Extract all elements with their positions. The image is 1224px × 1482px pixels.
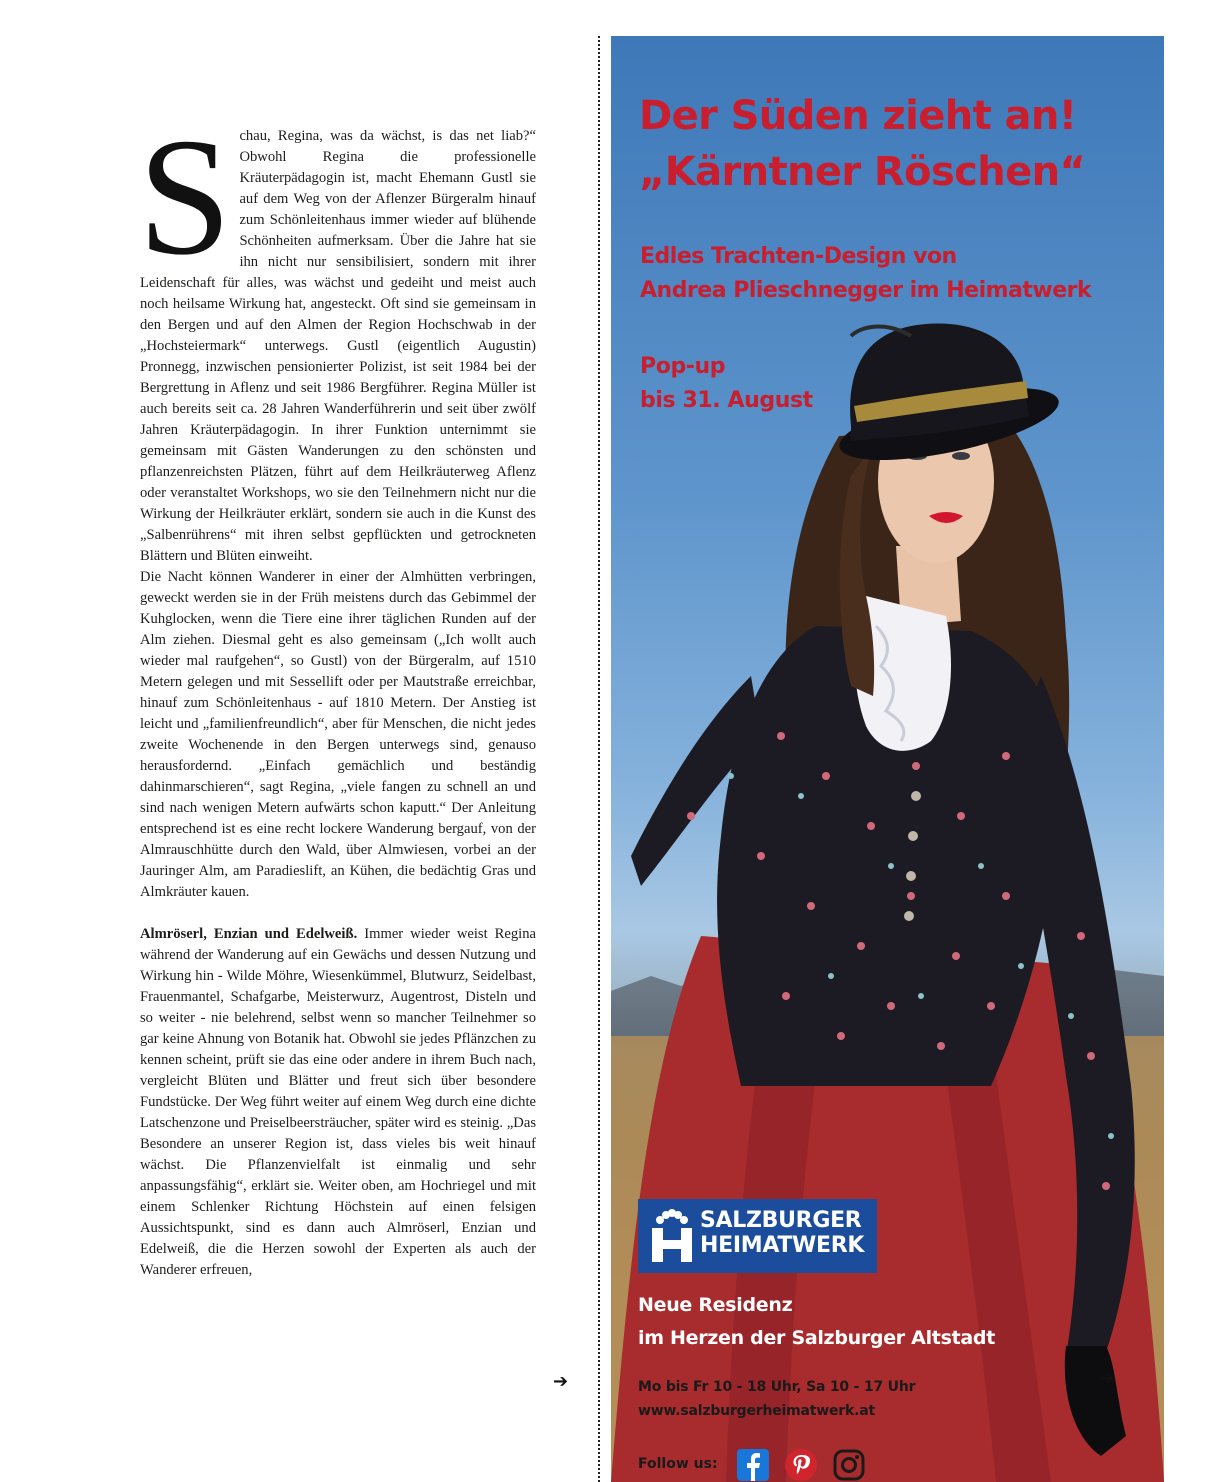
- pinterest-icon[interactable]: [785, 1449, 817, 1481]
- facebook-icon[interactable]: [737, 1449, 769, 1481]
- website-link[interactable]: www.salzburgerheimatwerk.at: [638, 1403, 875, 1419]
- article-paragraph-3: [140, 924, 536, 1281]
- instagram-icon[interactable]: [833, 1449, 865, 1481]
- heimatwerk-logo: [638, 1199, 877, 1273]
- ad-subheadline-line-2: Andrea Plieschnegger im Heimatwerk: [640, 278, 1092, 303]
- ad-subheadline: [640, 240, 1091, 308]
- heimatwerk-emblem-icon: [648, 1208, 696, 1264]
- section-body: Immer wieder weist Regina während der Wanderung auf ein Gewächs und dessen Nutzung und Wirkung hin - Wilde Möhre, Wiesenkümmel, Blutwurz, Seidelbast, Frauenmantel, Schafgarbe, Meisterwurz, Augentrost, Disteln und so weiter - nie belehrend, selbst wenn so mancher Teilnehmer so gar keine Ahnung von Botanik hat. Obwohl sie jedes Pflänzchen zu kennen scheint, prüft sie das eine oder andere in ihrem Buch nach, vergleicht Blüten und Blätter und freut sich über besondere Fundstücke. Der Weg führt weiter auf einem Weg durch eine dichte Latschenzone und Preiselbeersträucher, später wird es steinig. „Das Besondere an unserer Region ist, dass vieles bis weit hinauf wächst. Die Pflanzenvielfalt ist einmalig und sehr anpassungsfähig“, erklärt sie. Weiter oben, am Hochriegel und mit einem Schlenker Richtung Höchstein auf einen felsigen Aussichtspunkt, sind es dann auch Almröserl, Enzian und Edelweiß, die die Herzen sowohl der Experten als auch der Wanderer erfreuen,: [140, 926, 537, 1278]
- continue-arrow-icon: ➔: [553, 1371, 569, 1392]
- paragraph-spacer: [140, 903, 536, 924]
- article-paragraph-2: Die Nacht können Wanderer in einer der Almhütten verbringen, geweckt werden sie in der Früh meistens durch das Gebimmel der Kuhglocken, wenn die Tiere eine ihrer täglichen Runden auf der Alm ziehen. Diesmal geht es also gemeinsam („Ich wollt auch wieder mal raufgehen“, so Gustl) von der Bürgeralm, auf 1510 Metern gelegen und mit Sessellift oder per Mautstraße erreichbar, hinauf zum Schönleitenhaus - auf 1810 Metern. Der Anstieg ist leicht und „familienfreundlich“, aber für Menschen, die nicht jedes zweite Wochenende in den Bergen unterwegs sind, genauso herausfordernd. „Einfach gemächlich und beständig dahinmarschieren“, sagt Regina, „viele fangen zu schnell an und sind nach wenigen Metern aufwärts schon kaputt.“ Der Anleitung entsprechend ist es eine recht lockere Wanderung bergauf, von der Almrauschhütte durch den Wald, über Almwiesen, vorbei an der Jauringer Alm, am Paradieslift, an Kühen, die bedächtig Gras und Almkräuter kauen.: [140, 569, 536, 900]
- logo-line-2: HEIMATWERK: [700, 1233, 865, 1258]
- logo-wordmark: [700, 1208, 864, 1258]
- column-separator: [598, 36, 600, 1482]
- residenz-text: [638, 1289, 995, 1355]
- ad-headline: [639, 88, 1085, 200]
- residenz-line-2: im Herzen der Salzburger Altstadt: [638, 1327, 995, 1349]
- ad-subheadline-line-1: Edles Trachten-Design von: [640, 244, 957, 269]
- follow-us-label: Follow us:: [638, 1456, 718, 1472]
- section-title: Almröserl, Enzian und Edelweiß.: [140, 926, 358, 942]
- opening-info: [638, 1375, 915, 1423]
- article-column: [138, 104, 537, 1281]
- drop-cap: S: [138, 104, 232, 290]
- popup-dates: [640, 350, 813, 418]
- ad-headline-line-2: „Kärntner Röschen“: [639, 149, 1086, 195]
- ad-headline-line-1: Der Süden zieht an!: [639, 93, 1077, 139]
- article-paragraph-intro: chau, Regina, was da wächst, is das net liab?“ Obwohl Regina die professionelle Kräuterpädagogin ist, macht Ehemann Gustl sie auf dem Weg von der Aflenzer Bürgeralm hinauf zum Schönleitenhaus immer wieder auf blühende Schönheiten aufmerksam. Über die Jahre hat sie ihn nicht nur sensibilisiert, sondern mit ihrer Leidenschaft für alles, was wächst und gedeiht und meist auch noch heilsame Wirkung hat, angesteckt. Oft sind sie gemeinsam in den Bergen und auf den Almen der Region Hochschwab in der „Hochsteiermark“ unterwegs. Gustl (eigentlich Augustin) Pronnegg, inzwischen pensionierter Polizist, ist seit 1984 bei der Bergrettung in Aflenz und seit 1986 Bergführer. Regina Müller ist auch bereits seit ca. 28 Jahren Wanderführerin und seit über zwölf Jahren Kräuterpädagogin. In ihrer Funktion unternimmt sie gemeinsam mit Gästen Wanderungen zu den schönsten und pflanzenreichsten Plätzen, führt auf dem Heilkräuterweg Aflenz oder veranstaltet Workshops, wo sie den Teilnehmern nicht nur die Wirkung der Heilkräuter erklärt, sondern sie auch in die Kunst des „Salbenrührens“ mit ihren selbst gepflückten und getrockneten Blättern und Blüten einweiht.: [140, 128, 536, 564]
- popup-label: Pop-up: [640, 354, 726, 379]
- advertisement: [611, 36, 1164, 1482]
- popup-end-date: bis 31. August: [640, 388, 813, 413]
- opening-hours: Mo bis Fr 10 - 18 Uhr, Sa 10 - 17 Uhr: [638, 1379, 916, 1395]
- residenz-line-1: Neue Residenz: [638, 1294, 793, 1316]
- ad-continue-arrow-icon: ➔: [1099, 1368, 1115, 1389]
- logo-line-1: SALZBURGER: [700, 1208, 862, 1233]
